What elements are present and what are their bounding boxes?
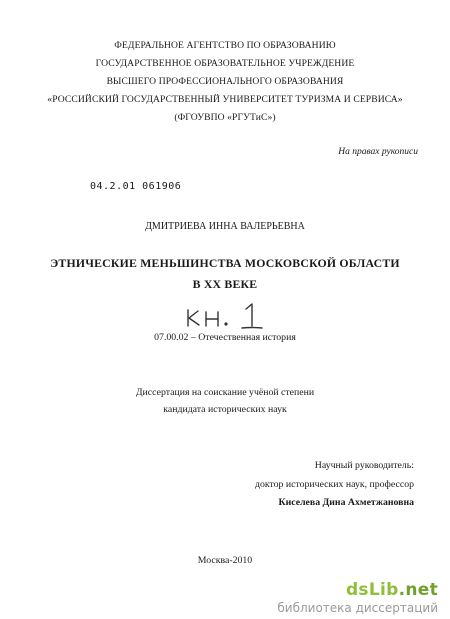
- header-line-agency: ФЕДЕРАЛЬНОЕ АГЕНТСТВО ПО ОБРАЗОВАНИЮ: [114, 40, 336, 51]
- header-line-university-name: «РОССИЙСКИЙ ГОСУДАРСТВЕННЫЙ УНИВЕРСИТЕТ ТУРИЗМА И СЕРВИСА»: [47, 94, 403, 105]
- thesis-title-line-1: ЭТНИЧЕСКИЕ МЕНЬШИНСТВА МОСКОВСКОЙ ОБЛАСТИ: [50, 256, 400, 270]
- header-line-university-abbrev: (ФГОУВПО «РГУТиС»): [174, 112, 276, 123]
- watermark-subtitle: библиотека диссертаций: [277, 601, 438, 615]
- degree-statement-line-1: Диссертация на соискание учёной степени: [135, 387, 315, 398]
- city-year: Москва-2010: [197, 555, 253, 566]
- specialty-code: 07.00.02 – Отечественная история: [154, 332, 296, 343]
- header-line-education-level: ВЫСШЕГО ПРОФЕССИОНАЛЬНОГО ОБРАЗОВАНИЯ: [106, 76, 344, 87]
- header-line-institution-type: ГОСУДАРСТВЕННОЕ ОБРАЗОВАТЕЛЬНОЕ УЧРЕЖДЕНИЕ: [95, 58, 355, 69]
- author-name: ДМИТРИЕВА ИННА ВАЛЕРЬЕВНА: [145, 221, 305, 232]
- dslib-watermark-logo[interactable]: [346, 580, 438, 600]
- library-stamp-number: 04.2.01 061906: [90, 181, 182, 192]
- watermark-logo-part1: dsLib: [345, 580, 399, 600]
- degree-statement-line-2: кандидата исторических наук: [163, 404, 287, 415]
- thesis-title-line-2: В XX ВЕКЕ: [192, 277, 258, 291]
- supervisor-name: Киселева Дина Ахметжановна: [278, 497, 414, 508]
- supervisor-label: Научный руководитель:: [314, 460, 414, 471]
- handwritten-volume-text: [183, 303, 241, 323]
- watermark-logo-part2: .net: [398, 580, 438, 600]
- supervisor-degree: доктор исторических наук, профессор: [254, 479, 414, 490]
- manuscript-note: На правах рукописи: [338, 147, 418, 157]
